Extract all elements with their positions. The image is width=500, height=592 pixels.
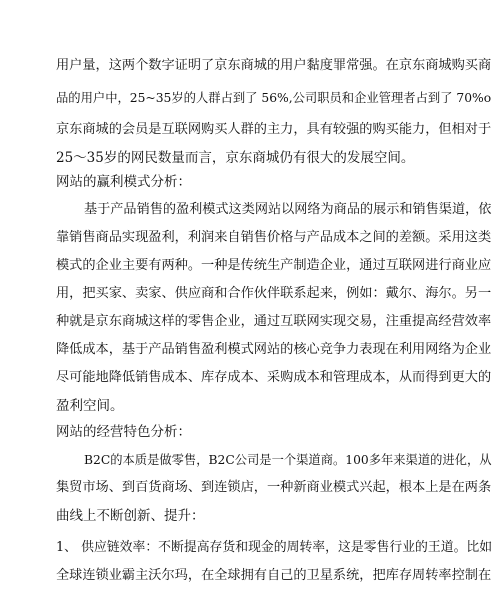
- paragraph-line-11: 降低成本，基于产品销售盈利模式网站的核心竞争力表现在利用网络为企业: [56, 342, 492, 357]
- paragraph-line-12: 尽可能地降低销售成本、库存成本、采购成本和管理成本，从而得到更大的: [56, 370, 492, 385]
- section-heading-profit-model: 网站的赢利模式分析：: [56, 174, 191, 190]
- paragraph-line-15: B2C的本质是做零售，B2C公司是一个渠道商。100多年来渠道的进化，从: [84, 453, 492, 467]
- list-item-1-line-2: 全球连锁业霸主沃尔玛，在全球拥有自己的卫星系统，把库存周转率控制在: [56, 568, 492, 583]
- paragraph-line-1: 用户量，这两个数字证明了京东商城的用户黏度罪常强。在京东商城购买商: [56, 58, 492, 73]
- paragraph-line-3: 京东商城的会员是互联网购买人群的主力，具有较强的购买能力，但相对于: [56, 122, 492, 137]
- paragraph-line-9: 用，把买家、卖家、供应商和合作伙伴联系起来，例如：戴尔、海尔。另一: [56, 286, 492, 301]
- paragraph-line-8: 模式的企业主要有两种。一种是传统生产制造企业，通过互联网进行商业应: [56, 258, 492, 273]
- list-item-1-line-1: 1、 供应链效率：不断提高存货和现金的周转率，这是零售行业的王道。比如: [56, 540, 493, 555]
- paragraph-line-13: 盈利空间。: [56, 398, 124, 414]
- paragraph-line-17: 曲线上不断创新、提升：: [56, 508, 205, 524]
- paragraph-line-4: 25〜35岁的网民数量而言，京东商城仍有很大的发展空间。: [56, 150, 415, 166]
- paragraph-line-16: 集贸市场、到百货商场、到连锁店，一种新商业模式兴起，根本上是在两条: [56, 480, 492, 495]
- paragraph-line-2: 品的用户中，25~35岁的人群占到了 56%,公司职员和企业管理者占到了 70%o: [56, 91, 492, 105]
- paragraph-line-6: 基于产品销售的盈利模式这类网站以网络为商品的展示和销售渠道，依: [84, 202, 492, 217]
- paragraph-line-7: 靠销售商品实现盈利，利润来自销售价格与产品成本之间的差额。采用这类: [56, 230, 492, 245]
- paragraph-line-10: 种就是京东商城这样的零售企业，通过互联网实现交易，注重提高经营效率: [56, 314, 492, 329]
- section-heading-operating-features: 网站的经营特色分析：: [56, 424, 191, 440]
